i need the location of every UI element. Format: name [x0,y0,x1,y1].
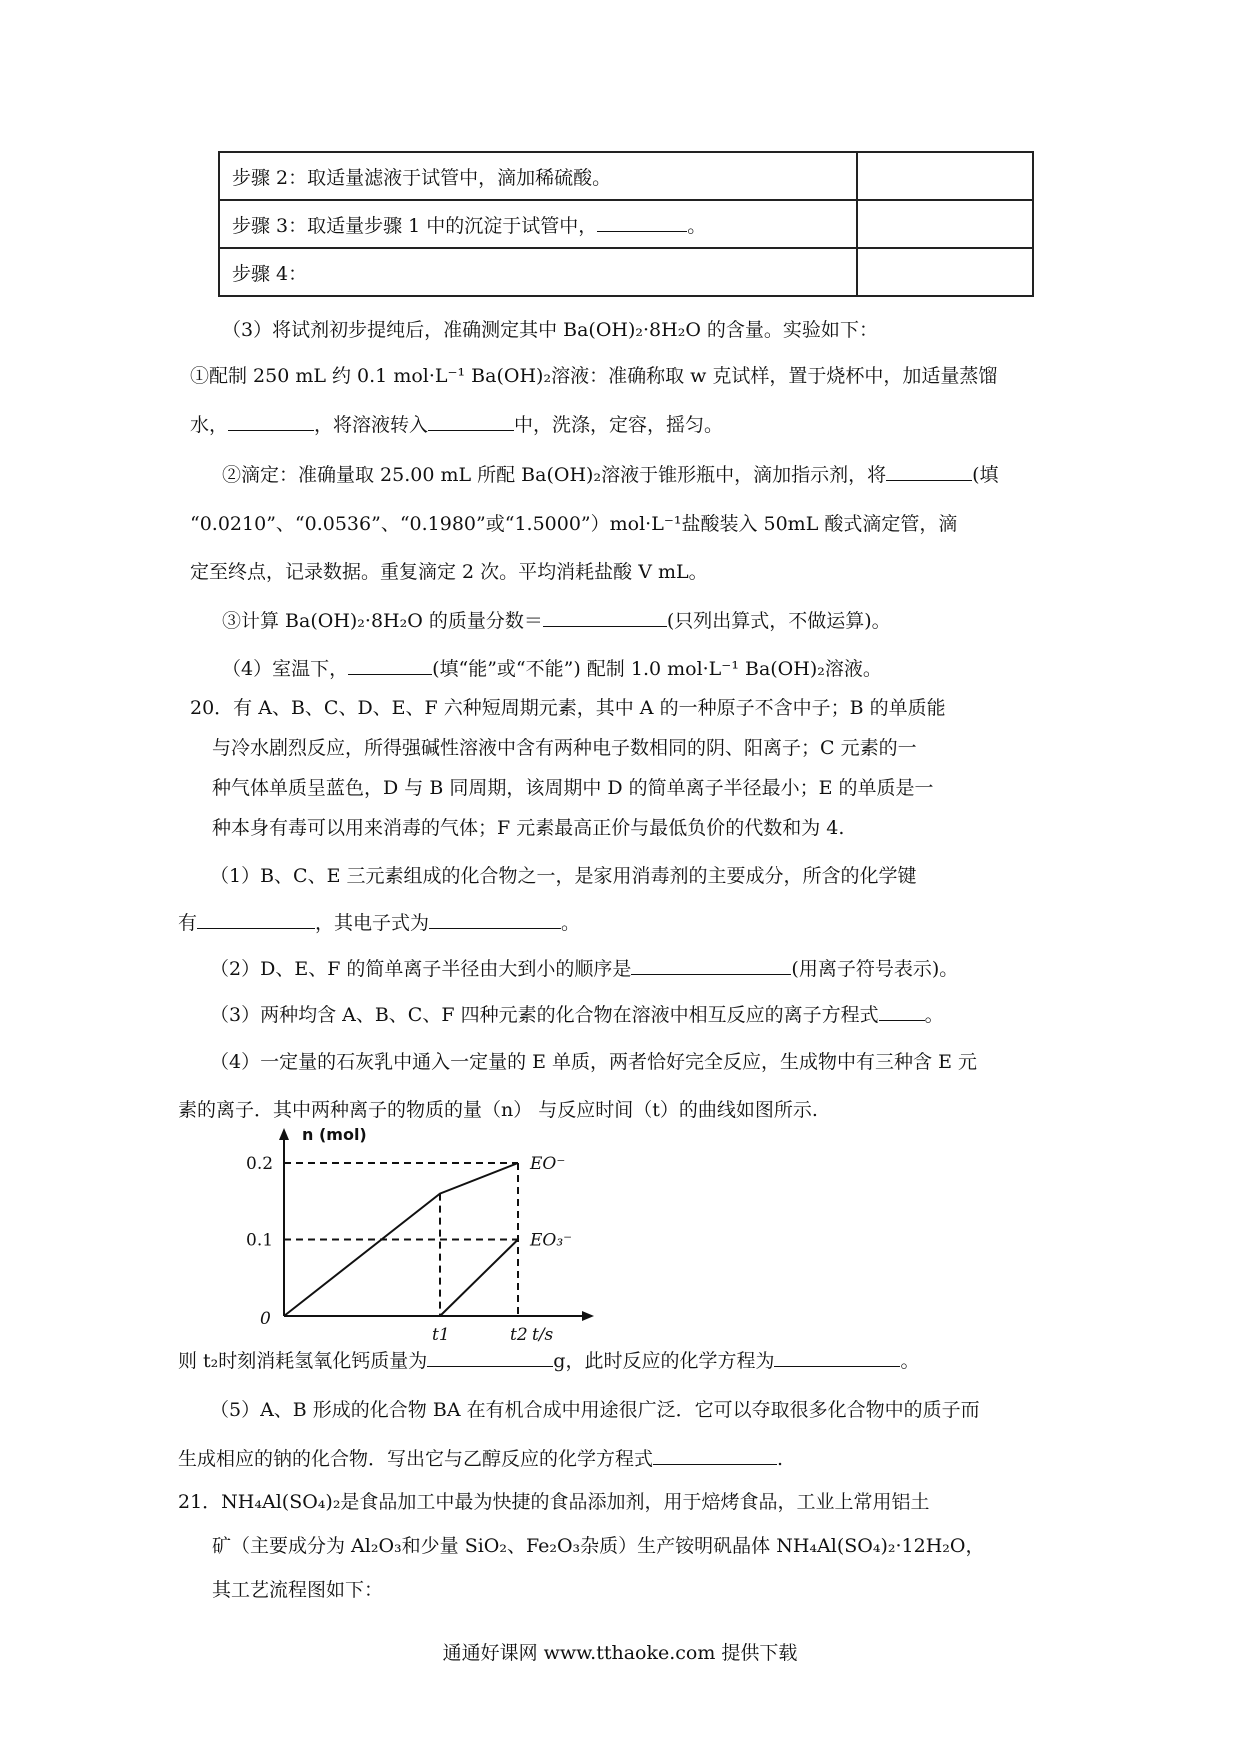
q21-line3: 其工艺流程图如下： [212,1579,384,1601]
text: 。 [561,912,581,934]
answer-blank [886,462,972,481]
q20-line3: 种气体单质呈蓝色，D 与 B 同周期，该周期中 D 的简单离子半径最小；E 的单质是一 [212,777,934,799]
series-label: EO⁻ [530,1154,566,1174]
steps-table [218,151,1034,297]
q20-line2: 与冷水剧烈反应，所得强碱性溶液中含有两种电子数相同的阴、阳离子；C 元素的一 [212,737,917,759]
y-axis-arrow [279,1128,289,1140]
q19-part4 [222,656,882,681]
table-row [219,200,1033,248]
q20-part3 [210,1002,944,1027]
q20-part4-line2: 素的离子．其中两种离子的物质的量（n） 与反应时间（t）的曲线如图所示. [178,1099,818,1121]
table-row [219,152,1033,200]
answer-blank [597,213,687,232]
text: （2）D、E、F 的简单离子半径由大到小的顺序是 [210,958,632,980]
q19-part3-step2-line3: 定至终点，记录数据。重复滴定 2 次。平均消耗盐酸 V mL。 [190,561,708,583]
y-axis-label: n (mol) [302,1125,367,1144]
answer-blank [427,1348,553,1367]
q20-line1: 20．有 A、B、C、D、E、F 六种短周期元素，其中 A 的一种原子不含中子；B 的单质能 [190,697,946,719]
table-row [219,248,1033,296]
answer-blank [631,956,791,975]
q19-part3-intro: （3）将试剂初步提纯后，准确测定其中 Ba(OH)₂·8H₂O 的含量。实验如下： [222,319,878,341]
q20-part4-line3 [178,1348,919,1373]
text: (填 [972,464,999,486]
step-text: 步骤 3：取适量步骤 1 中的沉淀于试管中， [232,214,598,237]
x-tick-label: t1 [432,1325,450,1345]
answer-blank [879,1002,925,1021]
q19-part3-step2-line1 [222,462,999,487]
q20-part5-line1: （5）A、B 形成的化合物 BA 在有机合成中用途很广泛．它可以夺取很多化合物中的质子而 [210,1399,980,1421]
text: ，其电子式为 [315,912,430,934]
text: 则 t₂时刻消耗氢氧化钙质量为 [178,1350,428,1372]
text: ②滴定：准确量取 25.00 mL 所配 Ba(OH)₂溶液于锥形瓶中，滴加指示剂，将 [222,464,887,486]
origin-label: 0 [260,1309,271,1329]
x-axis-arrow [582,1311,594,1321]
answer-blank [653,1446,777,1465]
result-cell [857,152,1033,200]
q19-part3-step2-line2: “0.0210”、“0.0536”、“0.1980”或“1.5000”）mol·L⁻¹盐酸装入 50mL 酸式滴定管，滴 [190,513,958,535]
q20-part2 [210,956,958,981]
text: 生成相应的钠的化合物．写出它与乙醇反应的化学方程式 [178,1448,654,1470]
answer-blank [197,910,315,929]
text: . [777,1448,784,1470]
step-tail: 。 [687,214,707,237]
page-footer: 通通好课网 www.tthaoke.com 提供下载 [442,1642,798,1664]
text: 有 [178,912,198,934]
answer-blank [348,656,432,675]
q19-part3-step1-line1: ①配制 250 mL 约 0.1 mol·L⁻¹ Ba(OH)₂溶液：准确称取 w 克试样，置于烧杯中，加适量蒸馏 [190,365,998,387]
q21-line2: 矿（主要成分为 Al₂O₃和少量 SiO₂、Fe₂O₃杂质）生产铵明矾晶体 NH₄Al(SO₄)₂·12H₂O， [212,1535,985,1557]
x-axis-label: t/s [532,1325,554,1345]
answer-blank [543,608,667,627]
answer-blank [428,412,514,431]
text: 。 [924,1004,944,1026]
q20-line4: 种本身有毒可以用来消毒的气体；F 元素最高正价与最低负价的代数和为 4. [212,817,845,839]
q21-line1: 21．NH₄Al(SO₄)₂是食品加工中最为快捷的食品添加剂，用于焙烤食品，工业上常用铝土 [178,1491,930,1513]
y-tick-label: 0.2 [246,1154,274,1174]
text: 水， [190,414,229,436]
text: ③计算 Ba(OH)₂·8H₂O 的质量分数＝ [222,610,543,632]
result-cell [857,248,1033,296]
answer-blank [429,910,561,929]
answer-blank [228,412,314,431]
series-line [440,1240,518,1317]
text: g，此时反应的化学方程为 [553,1350,775,1372]
y-tick-label: 0.1 [246,1230,274,1251]
x-tick-label: t2 [510,1325,528,1345]
step-cell: 步骤 4： [219,248,857,296]
text: 。 [900,1350,920,1372]
text: （3）两种均含 A、B、C、F 四种元素的化合物在溶液中相互反应的离子方程式 [210,1004,879,1026]
text: （4）室温下， [222,658,349,680]
text: (填“能”或“不能”) 配制 1.0 mol·L⁻¹ Ba(OH)₂溶液。 [432,658,882,680]
q19-part3-step3 [222,608,891,633]
text: 中，洗涤，定容，摇匀。 [514,414,724,436]
answer-blank [774,1348,900,1367]
text: (用离子符号表示)。 [791,958,959,980]
n-vs-t-chart [238,1120,618,1348]
q19-part3-step1-line2 [190,412,723,437]
result-cell [857,200,1033,248]
step-cell: 步骤 2：取适量滤液于试管中，滴加稀硫酸。 [219,152,857,200]
text: ，将溶液转入 [314,414,429,436]
q20-part4-line1: （4）一定量的石灰乳中通入一定量的 E 单质，两者恰好完全反应，生成物中有三种含 E 元 [210,1051,977,1073]
step-cell [219,200,857,248]
q20-part5-line2 [178,1446,783,1471]
series-label: EO₃⁻ [530,1230,573,1251]
q20-part1-line2 [178,910,580,935]
q20-part1-line1: （1）B、C、E 三元素组成的化合物之一，是家用消毒剂的主要成分，所含的化学键 [210,865,917,887]
text: (只列出算式，不做运算)。 [666,610,891,632]
